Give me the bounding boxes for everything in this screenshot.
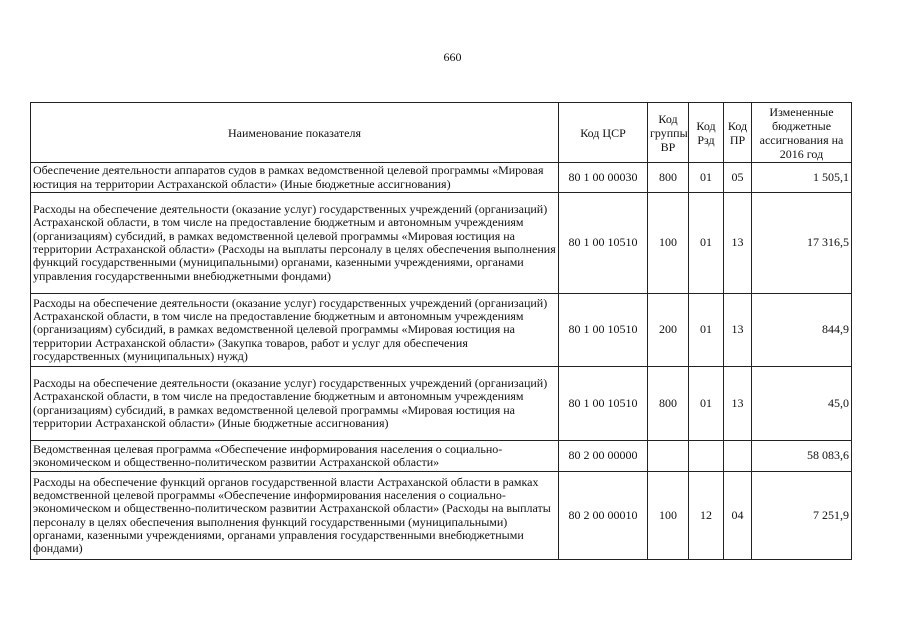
row-vr-code [648, 441, 689, 472]
table-row [31, 472, 852, 560]
row-amount: 7 251,9 [752, 472, 852, 560]
row-rzd-code [689, 441, 724, 472]
table-row [31, 163, 852, 193]
row-rzd-code: 01 [689, 193, 724, 294]
table-row [31, 193, 852, 294]
row-amount: 844,9 [752, 294, 852, 367]
header-amount: Измененные бюджетные ассигнования на 2016 год [752, 103, 852, 163]
row-name: Расходы на обеспечение деятельности (оказание услуг) государственных учреждений (организаций) Астраханской области, в том числе на предоставление бюджетным и автономным учреждениям (организациям) субсидий, в рамках ведомственной целевой программы «Мировая юстиция на территории Астраханской области» (Иные бюджетные ассигнования) [31, 367, 559, 441]
header-name: Наименование показателя [31, 103, 559, 163]
header-row [31, 103, 852, 163]
row-amount: 58 083,6 [752, 441, 852, 472]
row-pr-code: 05 [724, 163, 752, 193]
header-pr-code: Код ПР [724, 103, 752, 163]
row-name: Расходы на обеспечение функций органов государственной власти Астраханской области в рамках ведомственной целевой программы «Обеспечение информирования населения о социально-экономическом и общественно-политическом развитии Астраханской области» (Расходы на выплаты персоналу в целях обеспечения выполнения функций государственными (муниципальными) органами, казенными учреждениями, органами управления государственными внебюджетными фондами) [31, 472, 559, 560]
budget-table [30, 102, 852, 560]
table-row [31, 441, 852, 472]
row-rzd-code: 01 [689, 294, 724, 367]
row-pr-code [724, 441, 752, 472]
page-number: 660 [443, 50, 462, 64]
row-amount: 1 505,1 [752, 163, 852, 193]
row-csr-code: 80 1 00 10510 [559, 367, 648, 441]
row-name: Ведомственная целевая программа «Обеспечение информирования населения о социально-экономическом и общественно-политическом развитии Астраханской области» [31, 441, 559, 472]
row-pr-code: 04 [724, 472, 752, 560]
row-name: Расходы на обеспечение деятельности (оказание услуг) государственных учреждений (организаций) Астраханской области, в том числе на предоставление бюджетным и автономным учреждениям (организациям) субсидий, в рамках ведомственной целевой программы «Мировая юстиция на территории Астраханской области» (Расходы на выплаты персоналу в целях обеспечения выполнения функций государственными (муниципальными) органами, казенными учреждениями, органами управления государственными внебюджетными фондами) [31, 193, 559, 294]
row-pr-code: 13 [724, 294, 752, 367]
row-rzd-code: 01 [689, 163, 724, 193]
row-vr-code: 200 [648, 294, 689, 367]
header-csr-code: Код ЦСР [559, 103, 648, 163]
row-vr-code: 800 [648, 163, 689, 193]
row-name: Обеспечение деятельности аппаратов судов в рамках ведомственной целевой программы «Мировая юстиция на территории Астраханской области» (Иные бюджетные ассигнования) [31, 163, 559, 193]
row-rzd-code: 01 [689, 367, 724, 441]
header-rzd-code: Код Рзд [689, 103, 724, 163]
row-csr-code: 80 2 00 00000 [559, 441, 648, 472]
row-pr-code: 13 [724, 193, 752, 294]
row-amount: 45,0 [752, 367, 852, 441]
row-name: Расходы на обеспечение деятельности (оказание услуг) государственных учреждений (организаций) Астраханской области, в том числе на предоставление бюджетным и автономным учреждениям (организациям) субсидий, в рамках ведомственной целевой программы «Мировая юстиция на территории Астраханской области» (Закупка товаров, работ и услуг для обеспечения государственных (муниципальных) нужд) [31, 294, 559, 367]
row-vr-code: 100 [648, 472, 689, 560]
row-csr-code: 80 1 00 10510 [559, 294, 648, 367]
row-amount: 17 316,5 [752, 193, 852, 294]
table-row [31, 294, 852, 367]
header-vr-code: Код группы ВР [648, 103, 689, 163]
row-csr-code: 80 1 00 00030 [559, 163, 648, 193]
row-rzd-code: 12 [689, 472, 724, 560]
row-vr-code: 100 [648, 193, 689, 294]
row-pr-code: 13 [724, 367, 752, 441]
row-vr-code: 800 [648, 367, 689, 441]
table-row [31, 367, 852, 441]
row-csr-code: 80 1 00 10510 [559, 193, 648, 294]
row-csr-code: 80 2 00 00010 [559, 472, 648, 560]
